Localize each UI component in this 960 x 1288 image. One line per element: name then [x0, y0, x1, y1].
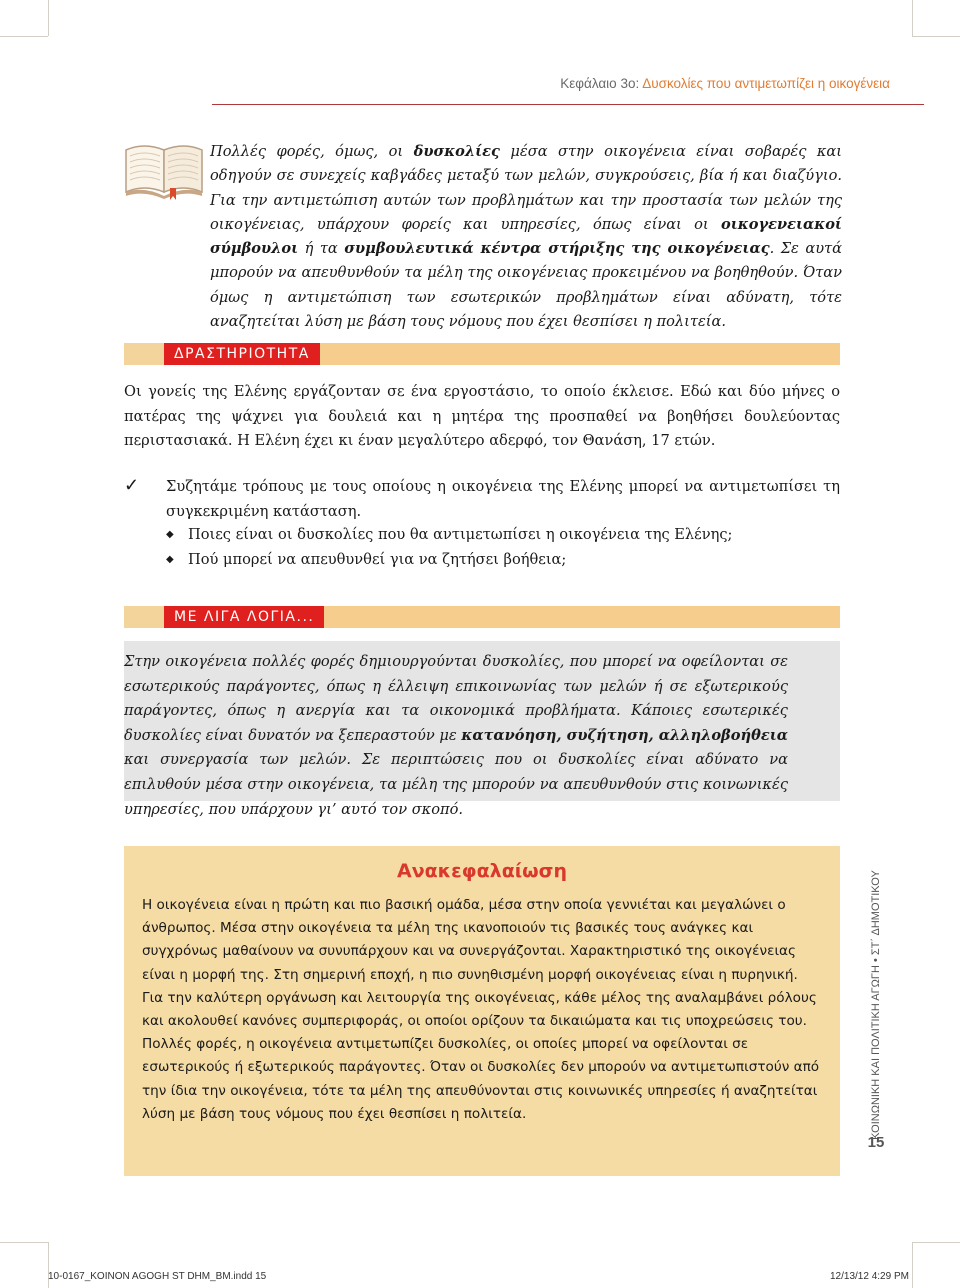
- in-short-text-part: και συνεργασία των μελών. Σε περιπτώσεις που οι δυσκολίες είναι αδύνατο να επιλυθούν μέσα στην οικογένεια, τα μέλη της μπορούν να απευθυνθούν στις κοινωνικές υπηρεσίες, που υπάρχουν γι’ αυτό τον σκοπό.: [124, 751, 788, 818]
- crop-mark: [912, 1242, 913, 1288]
- open-book-icon: [122, 140, 206, 204]
- sidebar-vertical-label: [846, 870, 906, 1140]
- activity-label: ΔΡΑΣΤΗΡΙΟΤΗΤΑ: [164, 343, 320, 365]
- question-text: Ποιες είναι οι δυσκολίες που θα αντιμετωπίσει η οικογένεια της Ελένης;: [188, 526, 733, 543]
- intro-text: μέσα στην οικογένεια είναι σοβαρές και οδηγούν σε συνεχείς καβγάδες μεταξύ των μελών, συγκρούσεις, βία ή και διαζύγιο. Για την αντιμετώπιση αυτών των προβλημάτων και την προστασία των μελών της οικογένειας, υπάρχουν φορείς και υπηρεσίες, όπως είναι οι: [210, 143, 842, 233]
- chapter-prefix: Κεφάλαιο 3ο:: [560, 76, 643, 91]
- crop-mark: [912, 0, 913, 36]
- diamond-bullet-icon: ◆: [166, 553, 174, 565]
- crop-mark: [0, 36, 48, 37]
- in-short-text: [124, 650, 788, 822]
- intro-paragraph: [210, 140, 842, 334]
- in-short-bar: [124, 606, 840, 628]
- intro-bold-term: οικογενειακοί σύμβουλοι: [210, 215, 842, 258]
- in-short-text-part: Στην οικογένεια πολλές φορές δημιουργούνται δυσκολίες, που μπορεί να οφείλονται σε εσωτερικούς παράγοντες, όπως η έλλειψη επικοινωνίας των μελών ή σε εξωτερικούς παράγοντες, όπως η ανεργία και τα οικονομικά προβλήματα. Κάποιες εσωτερικές δυσκολίες είναι δυνατόν να ξεπεραστούν με: [124, 653, 788, 744]
- summary-title: Ανακεφαλαίωση: [396, 860, 567, 882]
- in-short-bold-terms: κατανόηση, συζήτηση, αλληλοβοήθεια: [461, 726, 788, 744]
- bar-stripe: [124, 343, 164, 365]
- bar-fill: [324, 606, 840, 628]
- header-rule: [212, 104, 924, 105]
- in-short-label: ΜΕ ΛΙΓΑ ΛΟΓΙΑ...: [164, 606, 324, 628]
- intro-text: ή τα: [298, 240, 345, 258]
- checkmark-icon: ✓: [124, 475, 140, 496]
- footer-datetime: 12/13/12 4:29 PM: [830, 1271, 909, 1282]
- check-item-text: Συζητάμε τρόπους με τους οποίους η οικογένεια της Ελένης μπορεί να αντιμετωπίσει τη συγκεκριμένη κατάσταση.: [166, 478, 840, 520]
- sidebar-label-text: ΚΟΙΝΩΝΙΚΗ ΚΑΙ ΠΟΛΙΤΙΚΗ ΑΓΩΓΗ • ΣΤ΄ ΔΗΜΟΤΙΚΟΥ: [870, 870, 882, 1140]
- summary-text: Η οικογένεια είναι η πρώτη και πιο βασική ομάδα, μέσα στην οποία γεννιέται και μεγαλώνει ο άνθρωπος. Μέσα στην οικογένεια τα μέλη της ικανοποιούν τις βασικές τους ανάγκες και συγχρόνως μαθαίνουν να συνυπάρχουν και να συνεργάζονται. Χαρακτηριστικό της οικογένειας είναι η μορφή της. Στη σημερινή εποχή, η πιο συνηθισμένη μορφή οικογένειας είναι η πυρηνική. Για την καλύτερη οργάνωση και λειτουργία της οικογένειας, κάθε μέλος της αναλαμβάνει ρόλους και ακολουθεί κανόνες συμπεριφοράς, οι οποίοι ορίζουν τα δικαιώματα και τις υποχρεώσεις του. Πολλές φορές, η οικογένεια αντιμετωπίζει δυσκολίες, οι οποίες μπορεί να οφείλονται σε εσωτερικούς ή εξωτερικούς παράγοντες. Όταν οι δυσκολίες δεν μπορούν να αντιμετωπιστούν από την ίδια την οικογένεια, τότε τα μέλη της απευθύνονται στις κοινωνικές υπηρεσίες ή αναζητείται λύση με βάση τους νόμους που έχει θεσπίσει η πολιτεία.: [142, 897, 820, 1122]
- intro-text: . Σε αυτά μπορούν να απευθυνθούν τα μέλη της οικογένειας προκειμένου να βοηθηθούν. Όταν όμως η αντιμετώπιση των εσωτερικών προβλημάτων είναι αδύνατη, τότε αναζητείται λύση με βάση τους νόμους που έχει θεσπίσει η πολιτεία.: [210, 240, 842, 331]
- diamond-bullet-icon: ◆: [166, 529, 174, 540]
- list-item: [166, 523, 840, 548]
- checklist-item: [124, 475, 840, 524]
- crop-mark: [0, 1242, 48, 1243]
- chapter-title: Δυσκολίες που αντιμετωπίζει η οικογένεια: [642, 76, 890, 91]
- bar-fill: [320, 343, 840, 365]
- crop-mark: [912, 36, 960, 37]
- intro-text: Πολλές φορές, όμως, οι: [210, 143, 414, 160]
- intro-bold-term: συμβουλευτικά κέντρα στήριξης της οικογένειας: [344, 240, 770, 258]
- chapter-header: [0, 76, 890, 91]
- activity-paragraph: Οι γονείς της Ελένης εργάζονταν σε ένα εργοστάσιο, το οποίο έκλεισε. Εδώ και δύο μήνες ο πατέρας της ψάχνει για δουλειά και η μητέρα της προσπαθεί να βοηθήσει δουλεύοντας περιστασιακά. Η Ελένη έχει κι έναν μεγαλύτερο αδερφό, τον Θανάση, 17 ετών.: [124, 383, 840, 449]
- question-text: Πού μπορεί να απευθυνθεί για να ζητήσει βοήθεια;: [188, 550, 567, 568]
- page-number: 15: [867, 1134, 885, 1151]
- intro-bold-term: δυσκολίες: [413, 143, 500, 160]
- bar-stripe: [124, 606, 164, 628]
- crop-mark: [48, 0, 49, 36]
- list-item: [166, 548, 840, 573]
- activity-bar: [124, 343, 840, 365]
- crop-mark: [912, 1242, 960, 1243]
- questions-list: [166, 523, 840, 572]
- footer-file: 10-0167_KOINON AGOGH ST DHM_BM.indd 15: [48, 1271, 267, 1282]
